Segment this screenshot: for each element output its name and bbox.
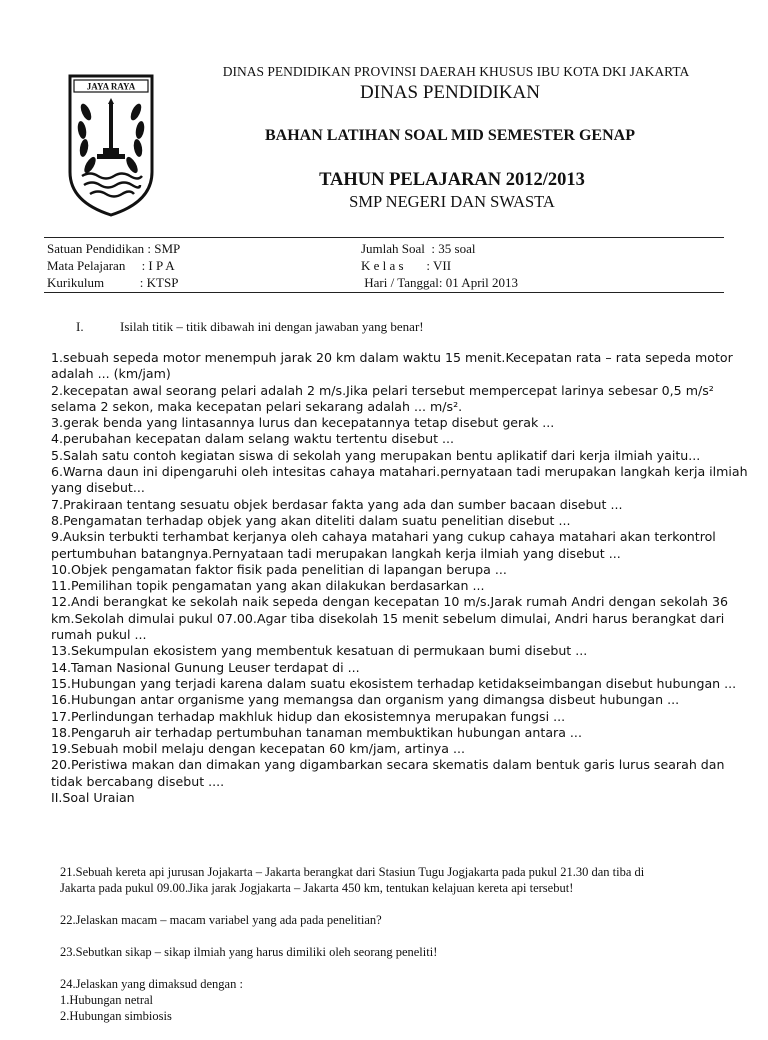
- question-item: 10.Objek pengamatan faktor fisik pada penelitian di lapangan berupa ...: [51, 561, 507, 577]
- divider-bottom: [44, 292, 724, 293]
- question-item: 14.Taman Nasional Gunung Leuser terdapat di ...: [51, 659, 360, 675]
- essay-line: 2.Hubungan simbiosis: [60, 1009, 172, 1023]
- question-item: 19.Sebuah mobil melaju dengan kecepatan 60 km/jam, artinya ...: [51, 741, 465, 757]
- essay-question-21: [60, 864, 750, 896]
- logo-text: JAYA RAYA: [86, 81, 136, 92]
- question-item: 7.Prakiraan tentang sesuatu objek berdasar fakta yang ada dan sumber bacaan disebut ...: [51, 496, 623, 512]
- essay-section: [60, 864, 750, 1040]
- essay-line: 22.Jelaskan macam – macam variabel yang ada pada penelitian?: [60, 913, 382, 927]
- info-row: Mata Pelajaran : I P A: [47, 258, 175, 273]
- question-item: 8.Pengamatan terhadap objek yang akan diteliti dalam suatu penelitian disebut ...: [51, 512, 571, 528]
- question-item: 16.Hubungan antar organisme yang memangsa dan organism yang dimangsa disbeut hubungan ...: [51, 692, 680, 708]
- info-row: Hari / Tanggal: 01 April 2013: [361, 275, 518, 290]
- essay-line: 24.Jelaskan yang dimaksud dengan :: [60, 977, 243, 991]
- question-item: 11.Pemilihan topik pengamatan yang akan dilakukan berdasarkan ...: [51, 578, 485, 594]
- question-item: 6.Warna daun ini dipengaruhi oleh intesitas cahaya matahari.pernyataan tadi merupakan langkah kerja ilmiah yang disebut...: [51, 464, 748, 496]
- info-row: K e l a s : VII: [361, 258, 452, 273]
- question-item: 5.Salah satu contoh kegiatan siswa di sekolah yang merupakan bentu aplikatif dari kerja ilmiah yaitu...: [51, 447, 701, 463]
- essay-question-22: [60, 912, 750, 928]
- academic-year: TAHUN PELAJARAN 2012/2013: [319, 170, 585, 190]
- question-item: II.Soal Uraian: [51, 790, 135, 806]
- header-agency: DINAS PENDIDIKAN PROVINSI DAERAH KHUSUS IBU KOTA DKI JAKARTA: [222, 64, 690, 79]
- question-item: 4.perubahan kecepatan dalam selang waktu tertentu disebut ...: [51, 431, 455, 447]
- school-type: SMP NEGERI DAN SWASTA: [349, 192, 555, 211]
- question-item: 12.Andi berangkat ke sekolah naik sepeda dengan kecepatan 10 m/s.Jarak rumah Andri dengan sekolah 36 km.Sekolah dimulai pukul 07.00.Agar tiba disekolah 15 menit sebelum dimulai, Andri harus berangkat dari rumah pukul ...: [51, 594, 729, 643]
- header-department: DINAS PENDIDIKAN: [360, 82, 540, 103]
- essay-line: 23.Sebutkan sikap – sikap ilmiah yang harus dimiliki oleh seorang peneliti!: [60, 945, 438, 959]
- info-left: [47, 240, 180, 291]
- question-item: 3.gerak benda yang lintasannya lurus dan kecepatannya tetap disebut gerak ...: [51, 415, 555, 431]
- section-number: I.: [76, 319, 84, 334]
- question-item: 17.Perlindungan terhadap makhluk hidup dan ekosistemnya merupakan fungsi ...: [51, 708, 566, 724]
- essay-line: Jakarta pada pukul 09.00.Jika jarak Jogjakarta – Jakarta 450 km, tentukan kelajuan kereta api tersebut!: [60, 881, 574, 895]
- question-item: 13.Sekumpulan ekosistem yang membentuk kesatuan di permukaan bumi disebut ...: [51, 643, 588, 659]
- section-instruction: Isilah titik – titik dibawah ini dengan jawaban yang benar!: [120, 319, 424, 334]
- divider-top: [44, 237, 724, 238]
- essay-question-23: [60, 944, 750, 960]
- question-list: [51, 350, 751, 806]
- info-row: Jumlah Soal : 35 soal: [361, 241, 476, 256]
- question-item: 20.Peristiwa makan dan dimakan yang digambarkan secara skematis dalam bentuk garis lurus searah dan tidak bercabang disebut ....: [51, 757, 725, 789]
- document-title: BAHAN LATIHAN SOAL MID SEMESTER GENAP: [265, 127, 635, 144]
- question-item: 15.Hubungan yang terjadi karena dalam suatu ekosistem terhadap ketidakseimbangan disebut hubungan ...: [51, 675, 737, 691]
- question-item: 9.Auksin terbukti terhambat kerjanya oleh cahaya matahari yang cukup cahaya matahari akan terkontrol pertumbuhan batangnya.Pernyataan tadi merupakan langkah kerja ilmiah yang disebut ...: [51, 529, 716, 561]
- essay-question-24: [60, 976, 750, 1024]
- essay-line: 1.Hubungan netral: [60, 993, 154, 1007]
- question-item: 2.kecepatan awal seorang pelari adalah 2 m/s.Jika pelari tersebut mempercepat larinya sebesar 0,5 m/s² selama 2 sekon, maka kecepatan pelari sekarang adalah ... m/s².: [51, 382, 714, 414]
- question-item: 1.sebuah sepeda motor menempuh jarak 20 km dalam waktu 15 menit.Kecepatan rata – rata sepeda motor adalah ... (km/jam): [51, 350, 733, 382]
- jaya-raya-emblem: [64, 72, 158, 218]
- info-row: Kurikulum : KTSP: [47, 275, 179, 290]
- question-item: 18.Pengaruh air terhadap pertumbuhan tanaman membuktikan hubungan antara ...: [51, 724, 582, 740]
- section-one-heading: [76, 319, 424, 335]
- info-row: Satuan Pendidikan : SMP: [47, 241, 181, 256]
- essay-line: 21.Sebuah kereta api jurusan Jojakarta – Jakarta berangkat dari Stasiun Tugu Jogjakarta pada pukul 21.30 dan tiba di: [60, 865, 645, 879]
- info-right: [361, 240, 518, 291]
